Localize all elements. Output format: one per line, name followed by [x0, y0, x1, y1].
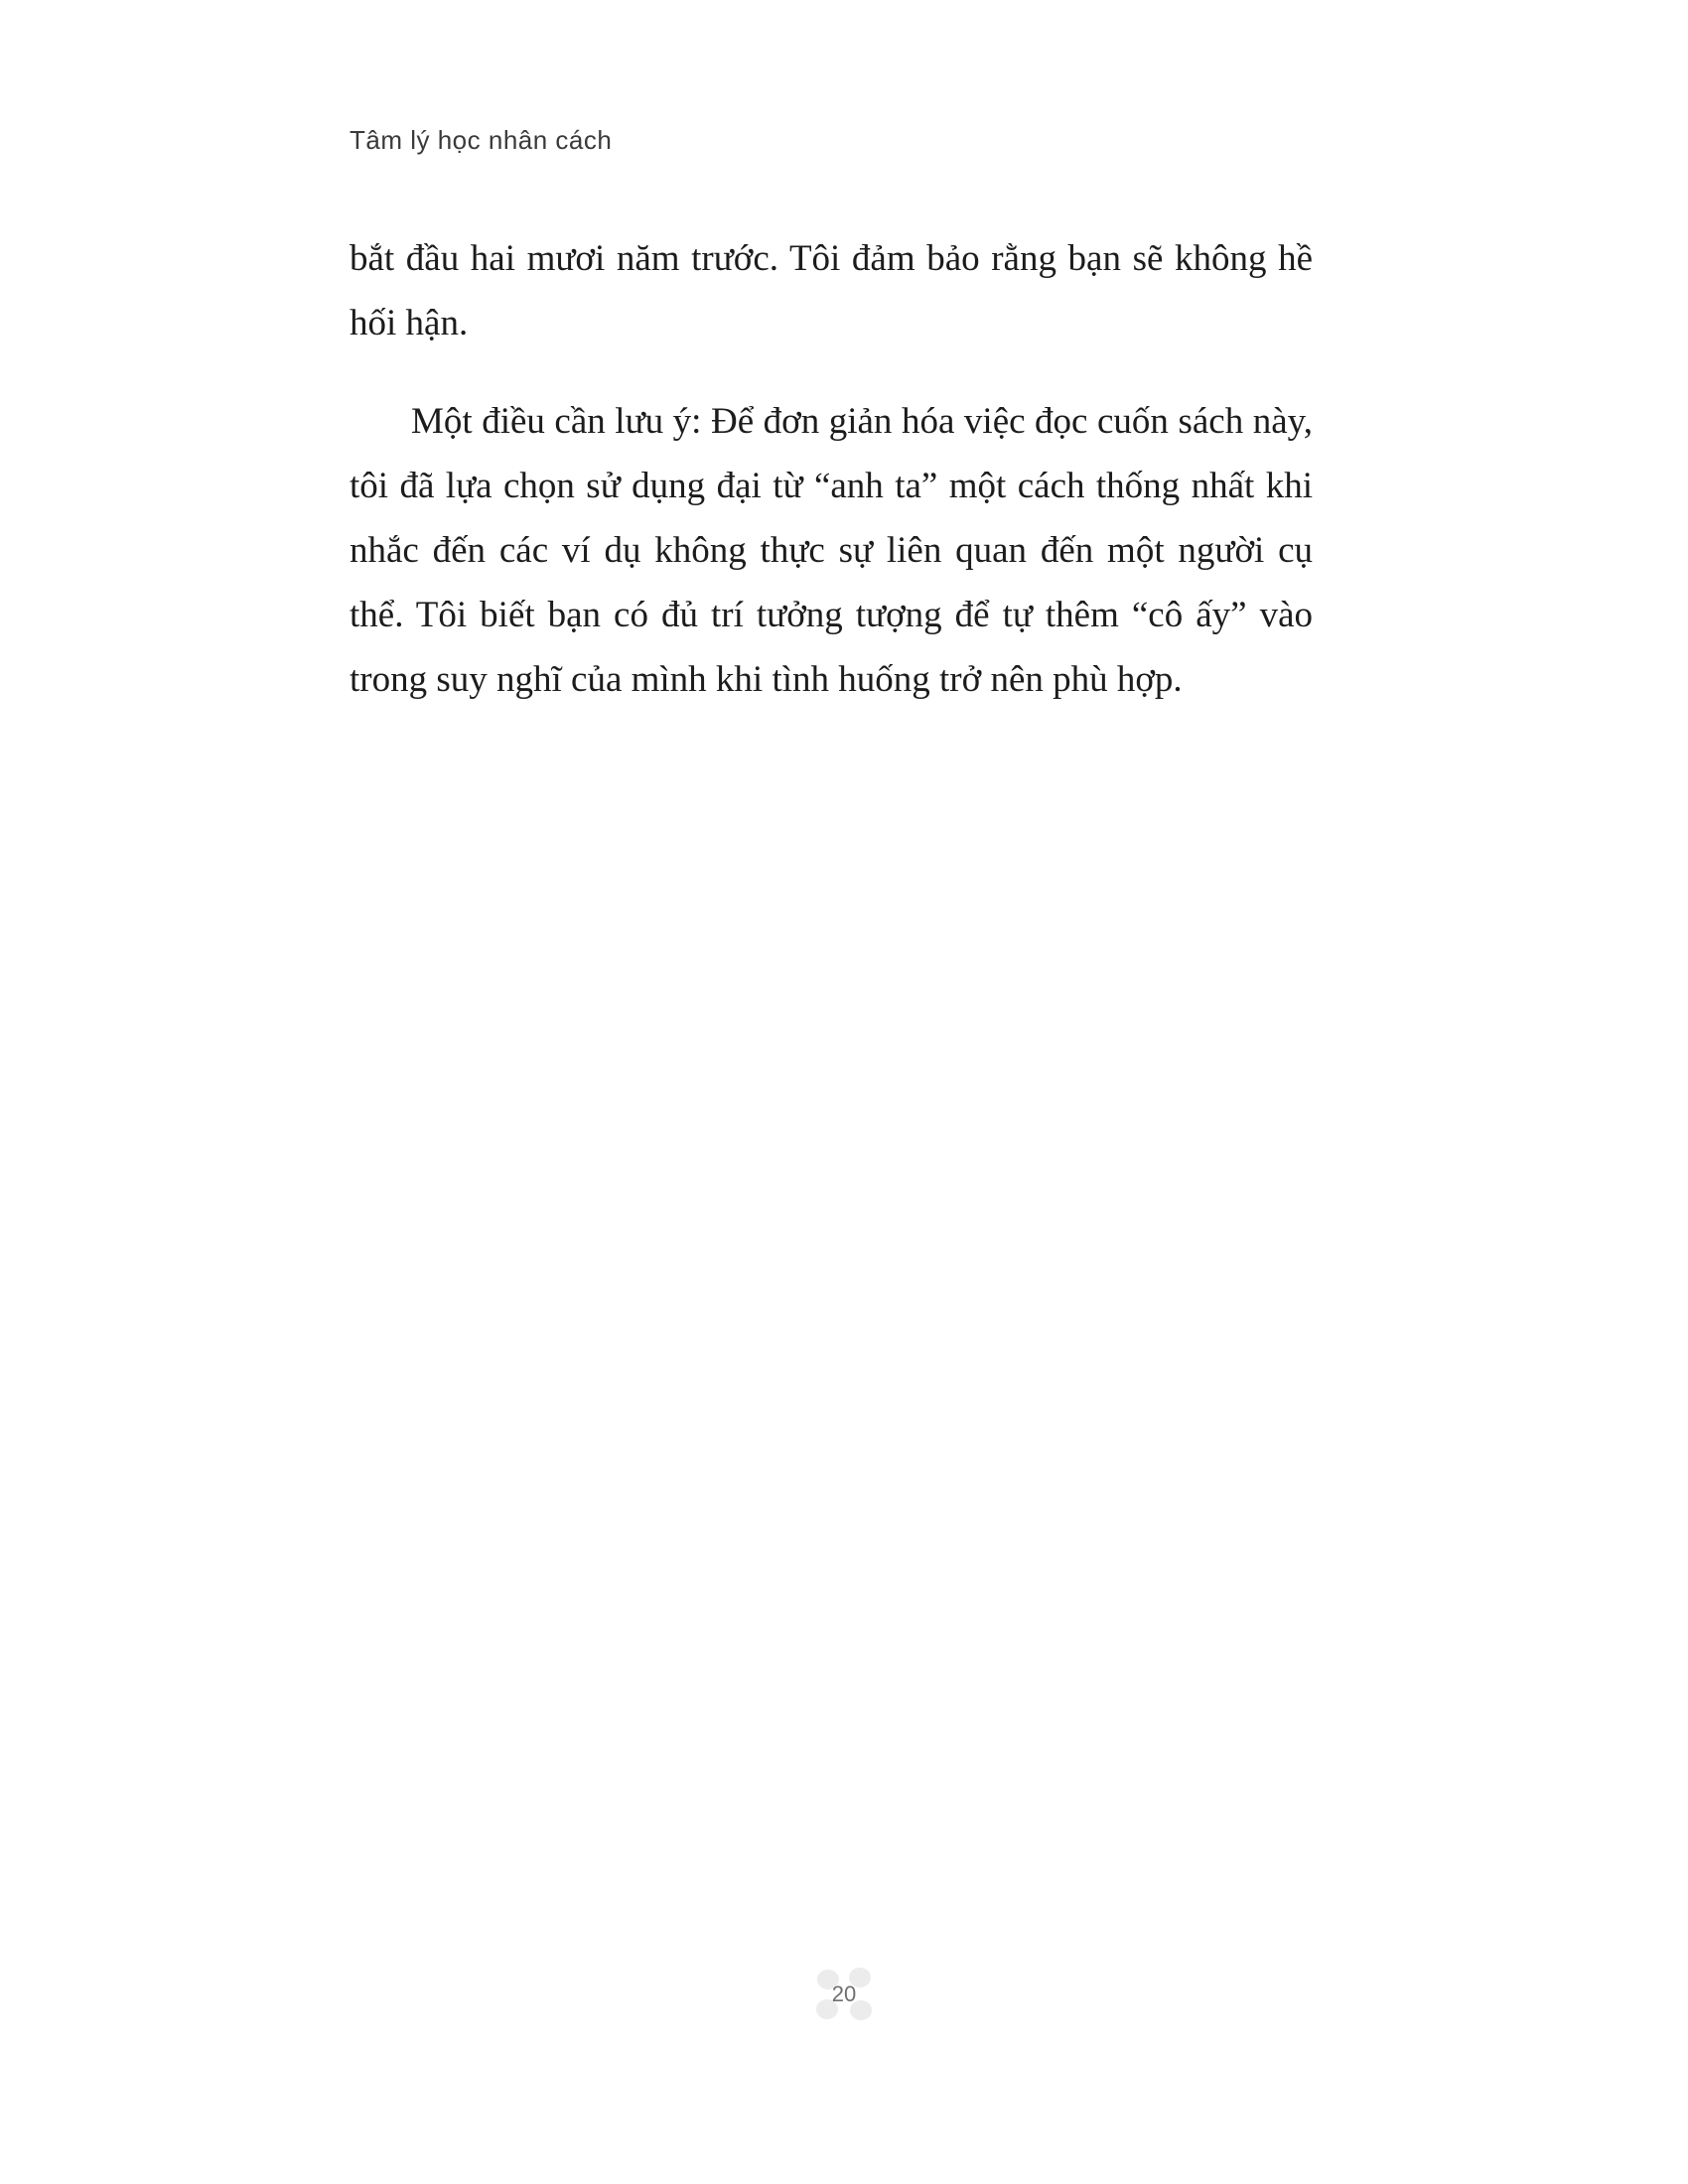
body-text — [350, 226, 1313, 712]
page-number-badge — [815, 1966, 873, 2023]
paragraph-note: Một điều cần lưu ý: Để đơn giản hóa việc đọc cuốn sách này, tôi đã lựa chọn sử dụng đại từ “anh ta” một cách thống nhất khi nhắc đến các ví dụ không thực sự liên quan đến một người cụ thể. Tôi biết bạn có đủ trí tưởng tượng để tự thêm “cô ấy” vào trong suy nghĩ của mình khi tình huống trở nên phù hợp. — [350, 401, 1313, 700]
page-number: 20 — [831, 1981, 857, 2006]
page-footer — [0, 1966, 1688, 2023]
paragraph-continuation: bắt đầu hai mươi năm trước. Tôi đảm bảo rằng bạn sẽ không hề hối hận. — [350, 238, 1313, 343]
running-head: Tâm lý học nhân cách — [350, 125, 613, 155]
